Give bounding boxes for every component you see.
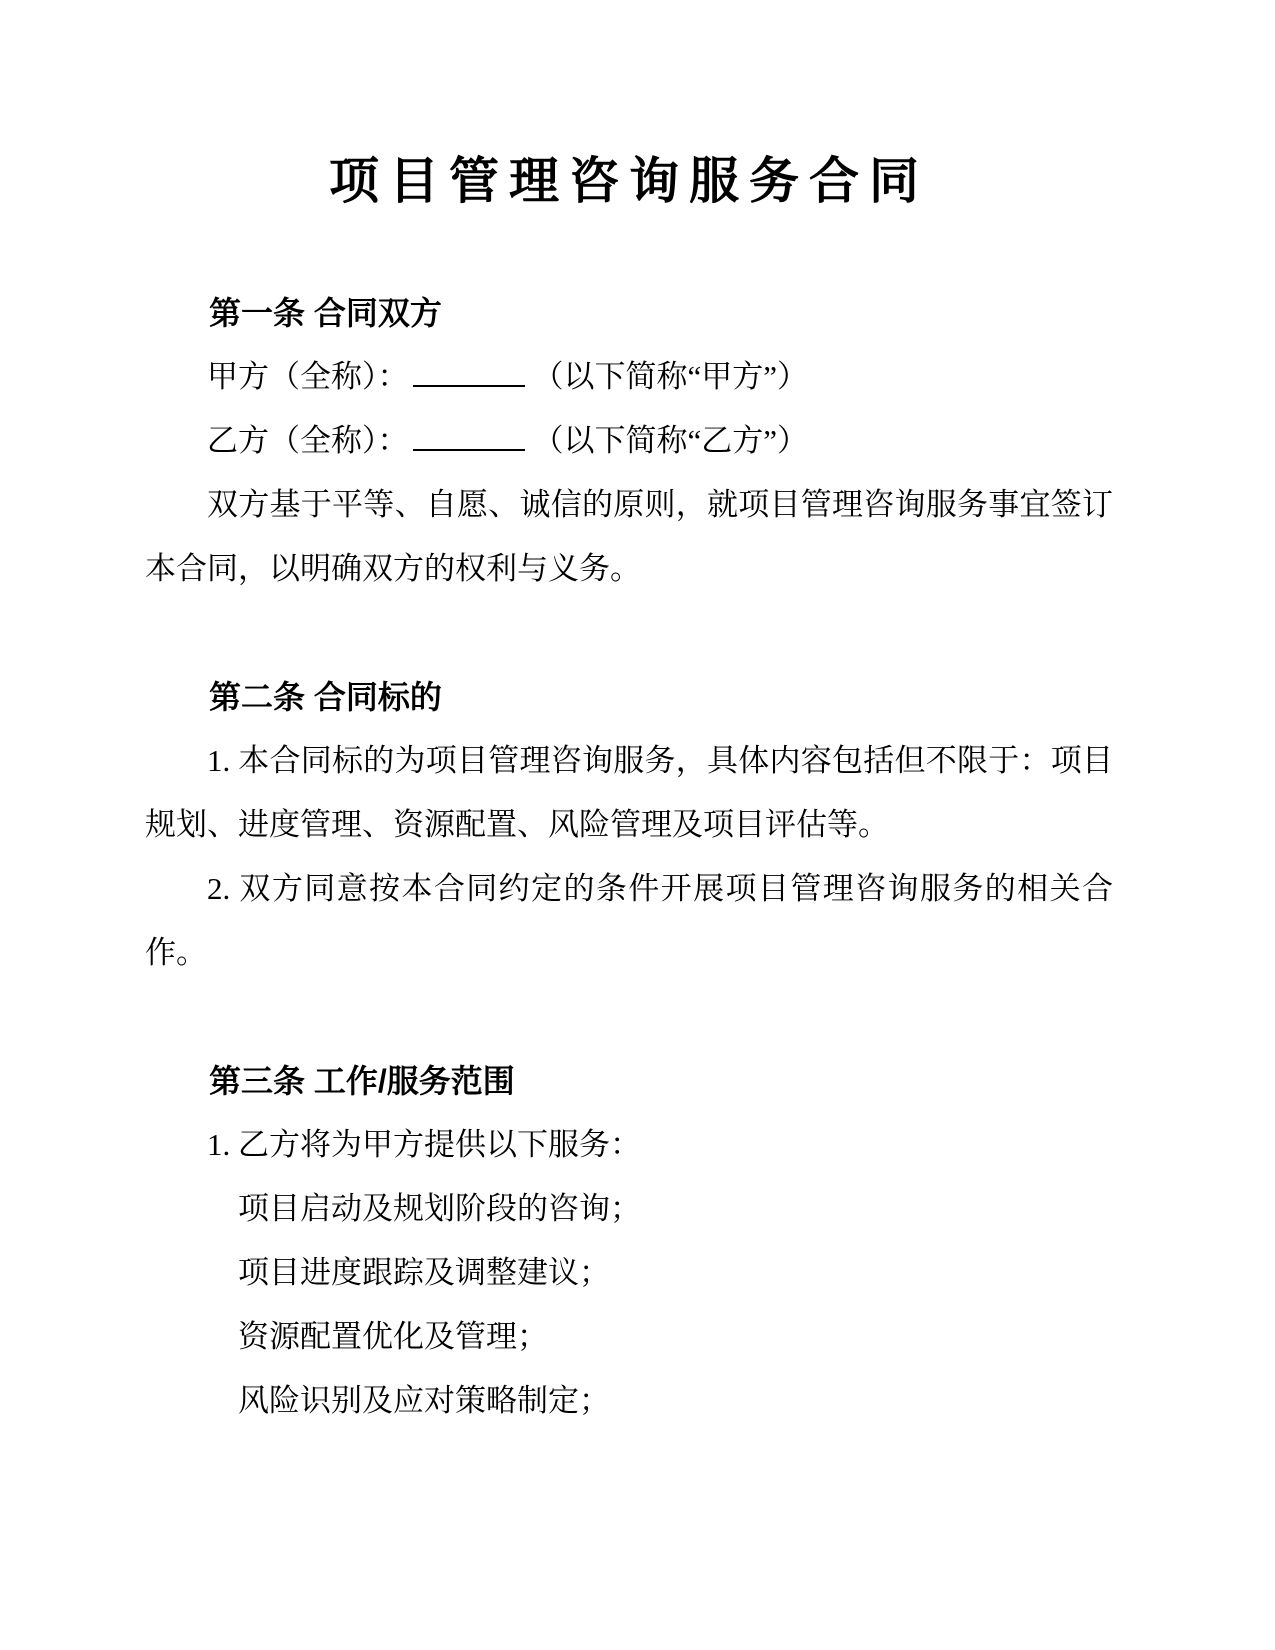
party-b-suffix: （以下简称“乙方”） (532, 423, 809, 458)
party-b-label: 乙方（全称）： (207, 423, 409, 458)
article-2-clause-1: 1. 本合同标的为项目管理咨询服务，具体内容包括但不限于：项目规划、进度管理、资源配置、风险管理及项目评估等。 (145, 743, 1113, 842)
party-b-blank-underline (413, 419, 525, 451)
service-item-1: 项目启动及规划阶段的咨询； (238, 1191, 641, 1226)
article-1-heading: 第一条 合同双方 (209, 295, 442, 331)
service-item-4: 风险识别及应对策略制定； (238, 1383, 610, 1418)
service-item-3: 资源配置优化及管理； (238, 1319, 548, 1354)
service-item-2: 项目进度跟踪及调整建议； (238, 1255, 610, 1290)
article-2-clause-2: 2. 双方同意按本合同约定的条件开展项目管理咨询服务的相关合作。 (145, 871, 1113, 970)
document-title: 项目管理咨询服务合同 (329, 153, 929, 209)
party-a-label: 甲方（全称）： (207, 359, 409, 394)
article-3-heading: 第三条 工作/服务范围 (209, 1063, 515, 1099)
party-b-line (145, 409, 1113, 473)
party-a-line (145, 345, 1113, 409)
article-2-heading: 第二条 合同标的 (209, 679, 442, 715)
party-a-blank-underline (413, 355, 525, 387)
party-a-suffix: （以下简称“甲方”） (532, 359, 809, 394)
article-3-lead: 1. 乙方将为甲方提供以下服务： (207, 1127, 641, 1162)
article-1-intro-paragraph: 双方基于平等、自愿、诚信的原则，就项目管理咨询服务事宜签订本合同，以明确双方的权利与义务。 (145, 487, 1113, 586)
